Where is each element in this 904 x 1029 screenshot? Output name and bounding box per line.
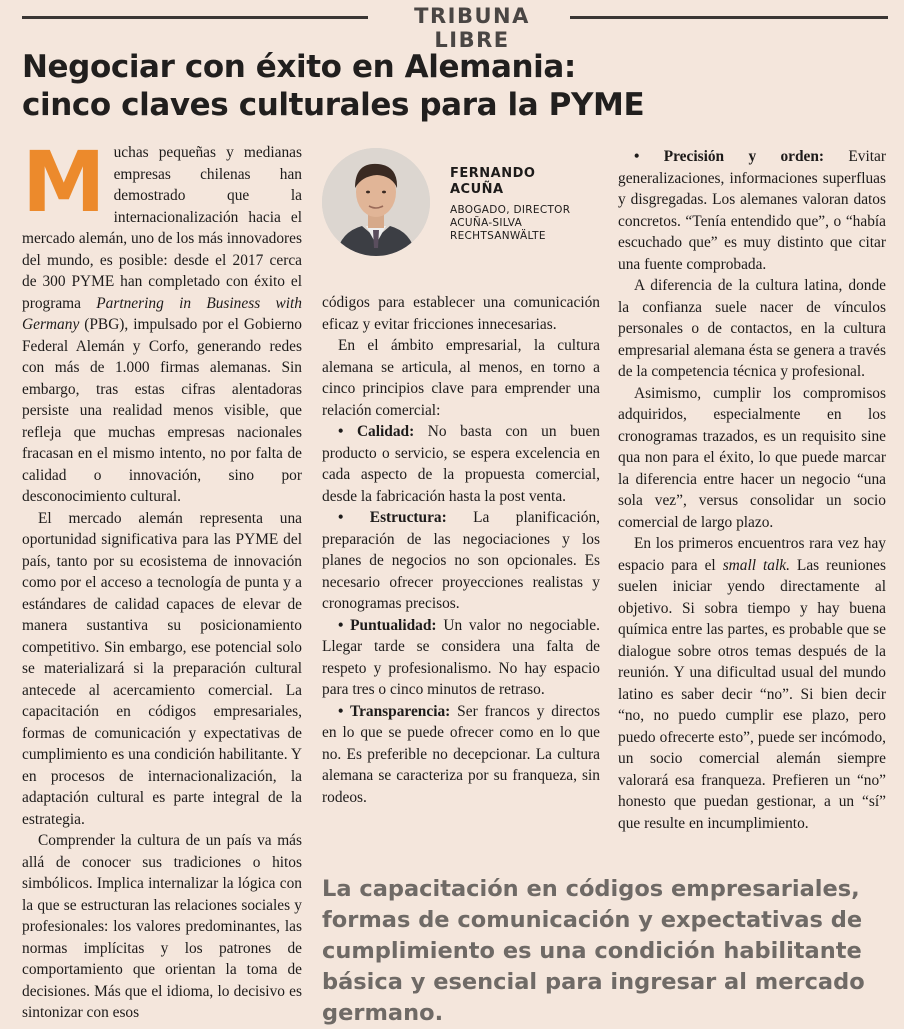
bullet-text: Ser francos y directos en lo que se puede ofrecer como en lo que no. Es preferible no decepcionar. La cultura alemana se caracteriza por su franqueza, sin rodeos.: [322, 702, 600, 806]
author-photo: [322, 148, 430, 256]
bullet-label: • Puntualidad:: [338, 616, 437, 634]
column-2: [322, 292, 600, 808]
bullet-text: No basta con un buen producto o servicio, se espera excelencia en cada aspecto de la propuesta comercial, desde la fabricación hasta la post venta.: [322, 423, 600, 505]
headline-line-2: cinco claves culturales para la PYME: [22, 87, 645, 123]
drop-cap: M: [22, 133, 106, 231]
paragraph: [618, 533, 886, 834]
bullet-label: • Transparencia:: [338, 702, 451, 720]
article-headline: [22, 48, 722, 124]
text-run: uchas pequeñas y medianas empresas chilenas han demostrado que la internacionalización hacia el mercado alemán, uno de los más innovadores del mundo, es posible: desde el 2017 cerca de 300 PYME han completado con éxito el programa: [22, 144, 302, 312]
bullet-label: • Calidad:: [338, 423, 415, 440]
paragraph: A diferencia de la cultura latina, donde la confianza suele nacer de vínculos personales o de contactos, en la cultura empresarial alemana ésta se genera a través de la competencia técnica y profesional.: [618, 277, 886, 380]
author-name: [450, 166, 535, 198]
section-header: [22, 4, 888, 52]
column-3: [618, 146, 886, 834]
bullet-calidad: [322, 421, 600, 507]
bullet-text: La planificación, preparación de las negociaciones y los planes de negocios no son opcionales. Es necesario ofrecer proyecciones realistas y cronogramas precisos.: [322, 509, 600, 612]
text-run: Las reuniones suelen iniciar yendo directamente al objetivo. Si sobra tiempo y hay buena química entre las partes, es probable que se dialogue sobre otros temas después de la reunión. Y una dificultad usual del mundo latino es saber decir “no”. Si bien decir “no, no puedo cumplir ese plazo, pero puedo ofrecerte esto”, puede ser incómodo, un socio comercial alemán siempre valorará esa franqueza. Prefieren un “no” honesto que puedan gestionar, a un “sí” que resulte en incumplimiento.: [618, 556, 886, 832]
paragraph: [22, 133, 302, 508]
bullet-estructura: [322, 507, 600, 615]
bullet-label: • Precisión y orden:: [634, 148, 825, 165]
author-title: ABOGADO, DIRECTOR: [450, 204, 571, 216]
bullet-transparencia: [322, 701, 600, 809]
paragraph: Comprender la cultura de un país va más allá de conocer sus tradiciones o hitos simbólicos. Implica internalizar la lógica con la que se estructuran las relaciones sociales y profesionales: los valores predominantes, las normas implícitas y los patrones de comportamiento que orientan la toma de decisiones. Más que el idioma, lo decisivo es sintonizar con esos: [22, 832, 302, 1021]
column-1: [22, 133, 302, 1024]
italic-term: small talk.: [722, 556, 790, 574]
paragraph: códigos para establecer una comunicación eficaz y evitar fricciones innecesarias.: [322, 294, 600, 333]
paragraph: El mercado alemán representa una oportunidad significativa para las PYME del país, tanto por su ecosistema de innovación como por el acceso a tecnología de punta y a estándares de calidad capaces de elevar de manera sustantiva su posicionamiento competitivo. Sin embargo, ese potencial solo se materializará si la preparación cultural antecede al acercamiento comercial. La capacitación en códigos empresariales, formas de comunicación y expectativas de cumplimiento es una condición habilitante. Y en procesos de internacionalización, la adaptación cultural es parte integral de la estrategia.: [22, 509, 302, 828]
bullet-precision: [618, 146, 886, 275]
author-portrait: [322, 148, 430, 256]
section-rule-right: [570, 16, 888, 19]
section-label: TRIBUNA LIBRE: [414, 4, 530, 52]
pull-quote: La capacitación en códigos empresariales, formas de comunicación y expectativas de cumplimiento es una condición habilitante básica y esencial para ingresar al mercado germano.: [322, 876, 865, 1026]
author-firm: ACUÑA-SILVA: [450, 217, 523, 229]
bullet-text: Un valor no negociable. Llegar tarde se considera una falta de respeto y profesionalismo. No hay espacio para tres o cinco minutos de retraso.: [322, 616, 600, 698]
paragraph: Asimismo, cumplir los compromisos adquiridos, especialmente en los cronogramas trazados, es un requisito sine qua non para el éxito, lo que puede marcar la diferencia entre hacer un negocio “una sola vez”, versus consolidar un socio comercial de largo plazo.: [618, 384, 886, 531]
author-first-name: FERNANDO: [450, 166, 536, 181]
author-firm-suffix: RECHTSANWÄLTE: [450, 230, 546, 242]
paragraph: En el ámbito empresarial, la cultura alemana se articula, al menos, en torno a cinco principios clave para emprender una relación comercial:: [322, 337, 600, 419]
author-box: [322, 148, 602, 258]
author-last-name: ACUÑA: [450, 182, 504, 197]
section-rule-left: [22, 16, 368, 19]
bullet-label: • Estructura:: [338, 509, 447, 526]
author-role: [450, 204, 570, 243]
headline-line-1: Negociar con éxito en Alemania:: [22, 49, 576, 85]
bullet-puntualidad: [322, 615, 600, 701]
program-name: Partnering in Business with Germany: [22, 294, 302, 333]
bullet-text: Evitar generalizaciones, informaciones superfluas y disgregadas. Los alemanes valoran datos concretos. “Tenía entendido que”, o “había escuchado que” es muy distinto que citar una fuente comprobada.: [618, 148, 886, 273]
text-run: (PBG), impulsado por el Gobierno Federal Alemán y Corfo, generando redes con más de 1.000 firmas alemanas. Sin embargo, tras estas cifras alentadoras persiste una realidad menos visible, que refleja que muchas empresas nacionales fracasan en el mismo intento, no por falta de calidad o innovación, sino por desconocimiento cultural.: [22, 316, 302, 505]
text-run: En los primeros encuentros rara vez hay espacio para el: [618, 535, 886, 574]
